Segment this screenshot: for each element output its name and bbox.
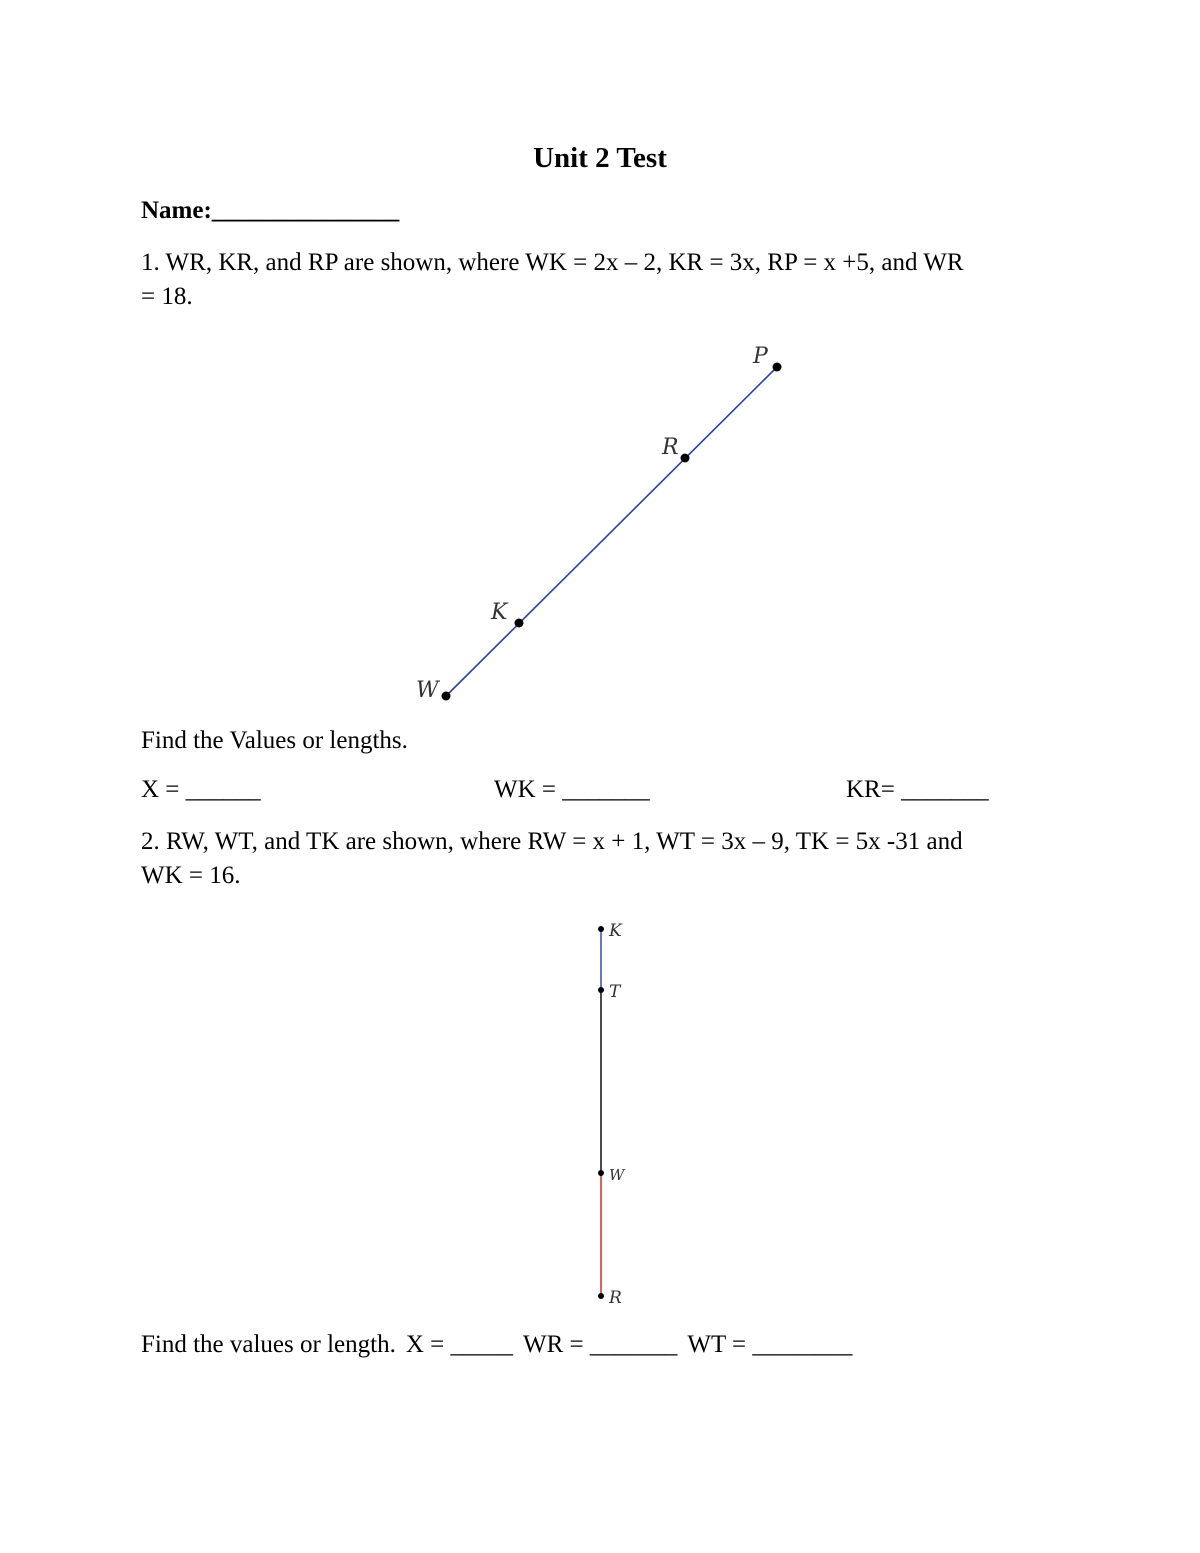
label-R: R [662,435,679,460]
question-2-prompt-row [141,1331,852,1359]
answer-wt-blank: WT = ________ [687,1331,853,1358]
label-P: P [753,344,768,369]
label-W: W [416,678,439,703]
answer-wr-blank: WR = _______ [522,1331,678,1358]
label-K: K [609,921,622,941]
name-field: Name:_______________ [141,197,400,224]
question-1-prompt: Find the Values or lengths. [141,727,408,754]
question-2-line-1: 2. RW, WT, and TK are shown, where RW = x + 1, WT = 3x – 9, TK = 5x -31 and [141,828,963,855]
label-W: W [609,1166,625,1184]
point-R [598,1293,604,1299]
point-P [773,363,782,372]
question-2-line-2: WK = 16. [141,862,241,889]
label-K: K [491,600,508,625]
answer-wk-blank: WK = _______ [494,776,650,803]
answer-x-blank: X = _____ [405,1331,513,1358]
point-W [598,1170,604,1176]
page-title: Unit 2 Test [533,142,667,174]
label-R: R [609,1288,622,1308]
question-2 [141,825,963,893]
point-W [442,692,451,701]
segment-WP [446,367,777,696]
point-R [681,454,690,463]
question-2-prompt: Find the values or length. [141,1331,396,1358]
point-T [598,987,604,993]
point-K [515,619,524,628]
point-K [598,926,604,932]
answer-x-blank: X = ______ [141,776,261,803]
question-1-line-1: 1. WR, KR, and RP are shown, where WK = 2x – 2, KR = 3x, RP = x +5, and WR [141,249,964,276]
answer-kr-blank: KR= _______ [846,776,989,803]
label-T: T [609,982,621,1002]
question-1-line-2: = 18. [141,283,193,310]
